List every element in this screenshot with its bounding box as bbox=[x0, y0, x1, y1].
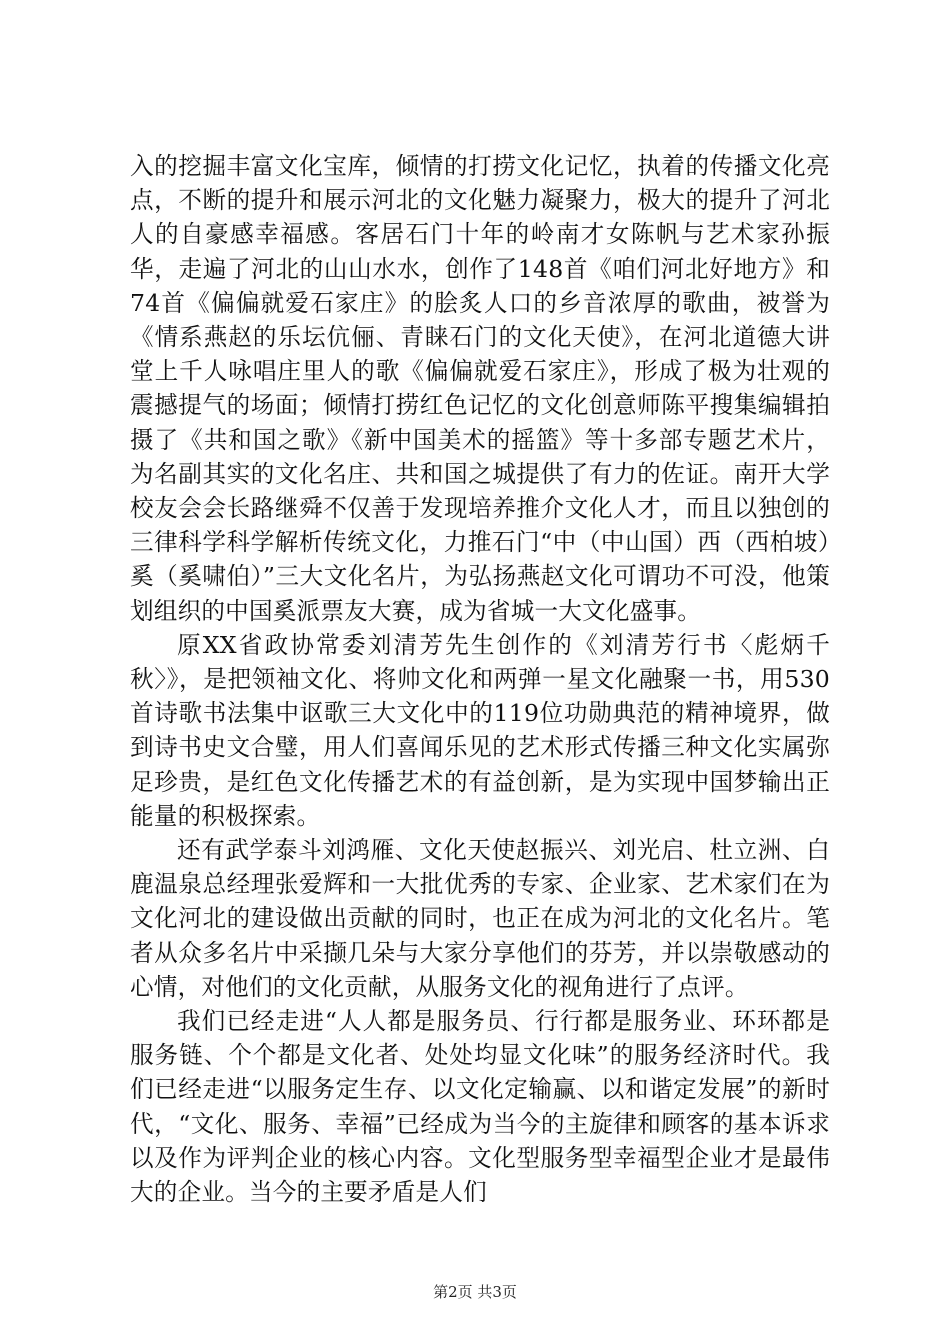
page-footer bbox=[0, 1282, 950, 1302]
paragraph-3: 还有武学泰斗刘鸿雁、文化天使赵振兴、刘光启、杜立洲、白鹿温泉总经理张爱辉和一大批优秀的专家、企业家、艺术家们在为文化河北的建设做出贡献的同时，也正在成为河北的文化名片。笔者从众多名片中采撷几朵与大家分享他们的芬芳，并以崇敬感动的心情，对他们的文化贡献，从服务文化的视角进行了点评。 bbox=[130, 836, 830, 1001]
document-body bbox=[130, 149, 830, 1209]
paragraph-2: 原XX省政协常委刘清芳先生创作的《刘清芳行书〈彪炳千秋〉》，是把领袖文化、将帅文化和两弹一星文化融聚一书，用530首诗歌书法集中讴歌三大文化中的119位功勋典范的精神境界，做到诗书史文合璧，用人们喜闻乐见的艺术形式传播三种文化实属弥足珍贵，是红色文化传播艺术的有益创新，是为实现中国梦输出正能量的积极探索。 bbox=[130, 630, 830, 830]
page-number: 第2页 共3页 bbox=[433, 1283, 517, 1301]
paragraph-1: 入的挖掘丰富文化宝库，倾情的打捞文化记忆，执着的传播文化亮点，不断的提升和展示河北的文化魅力凝聚力，极大的提升了河北人的自豪感幸福感。客居石门十年的岭南才女陈帆与艺术家孙振华，走遍了河北的山山水水，创作了148首《咱们河北好地方》和74首《偏偏就爱石家庄》的脍炙人口的乡音浓厚的歌曲，被誉为《情系燕赵的乐坛伉俪、青睐石门的文化天使》，在河北道德大讲堂上千人咏唱庄里人的歌《偏偏就爱石家庄》，形成了极为壮观的震撼提气的场面；倾情打捞红色记忆的文化创意师陈平搜集编辑拍摄了《共和国之歌》《新中国美术的摇篮》等十多部专题艺术片，为名副其实的文化名庄、共和国之城提供了有力的佐证。南开大学校友会会长路继舜不仅善于发现培养推介文化人才，而且以独创的三律科学科学解析传统文化，力推石门“中（中山国）西（西柏坡）奚（奚啸伯）”三大文化名片，为弘扬燕赵文化可谓功不可没，他策划组织的中国奚派票友大赛，成为省城一大文化盛事。 bbox=[130, 152, 830, 625]
paragraph-4: 我们已经走进“人人都是服务员、行行都是服务业、环环都是服务链、个个都是文化者、处处均显文化味”的服务经济时代。我们已经走进“以服务定生存、以文化定输赢、以和谐定发展”的新时代，“文化、服务、幸福”已经成为当今的主旋律和顾客的基本诉求以及作为评判企业的核心内容。文化型服务型幸福型企业才是最伟大的企业。当今的主要矛盾是人们 bbox=[130, 1007, 830, 1207]
